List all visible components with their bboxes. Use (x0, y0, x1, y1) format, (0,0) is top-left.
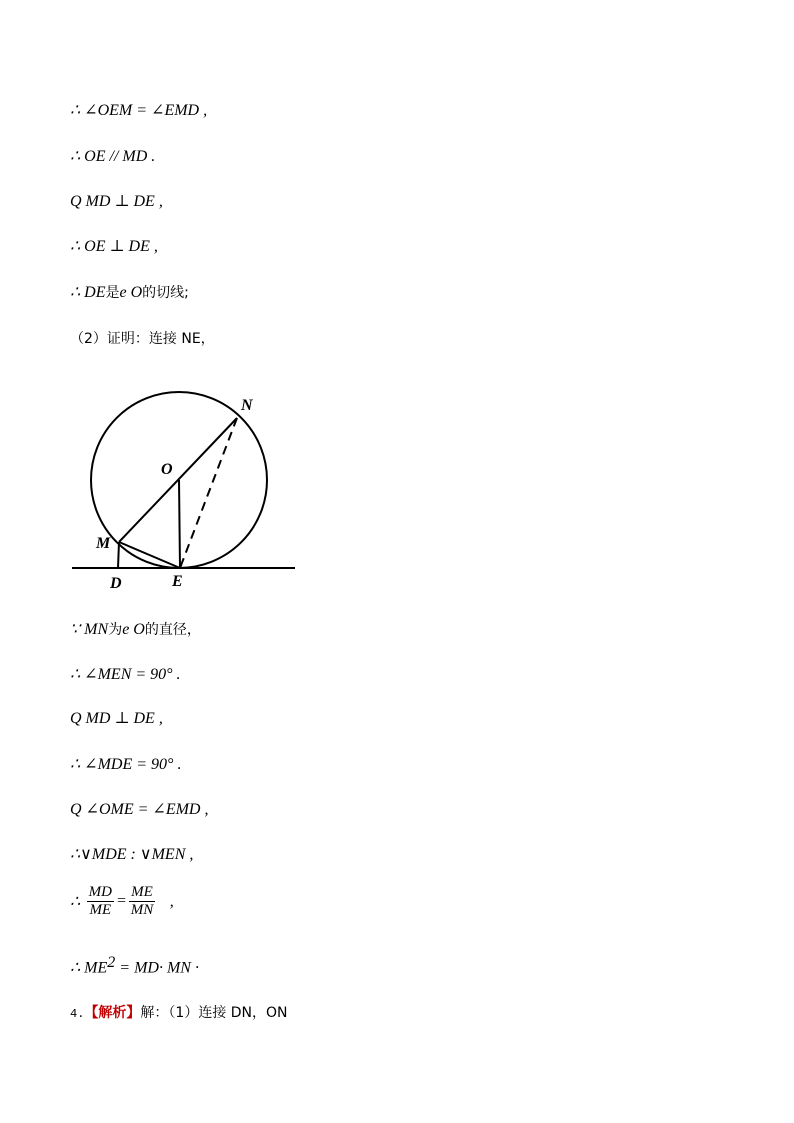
segment-md (118, 542, 119, 568)
part-2-heading: （2）证明：连接 NE， (70, 331, 215, 347)
label-m: M (96, 535, 111, 552)
proof-line-angle-men-90: ∴ ∠MEN = 90° . (70, 666, 181, 683)
segment-oe (179, 480, 180, 568)
proof-line-md-perp-de: Q MD ⊥ DE , (70, 193, 163, 210)
problem-4-heading: 4.【解析】解：（1）连接 DN，ON (70, 1005, 288, 1021)
proof-line-me-squared: ∴ $ME^2 = MD\cdot$ MN · (70, 954, 199, 977)
proof-line-oe-parallel-md: ∴ OE // MD . (70, 148, 156, 165)
proof-line-angle-oem-eq-emd: ∴ ∠OEM = ∠EMD , (70, 102, 208, 119)
diameter-mn (119, 418, 237, 542)
fraction-me-over-mn: $\frac{ME}{MN}$ (130, 884, 154, 918)
proof-line-similar-triangles: ∴∨MDE : ∨MEN , (70, 846, 194, 863)
proof-line-angle-mde-90: ∴ ∠MDE = 90° . (70, 756, 182, 773)
proof-line-angle-ome-eq-emd: Q ∠OME = ∠EMD , (70, 801, 209, 818)
fraction-md-over-me: $\frac{MD}{ME}$ (88, 884, 112, 918)
proof-line-md-perp-de-2: Q MD ⊥ DE , (70, 710, 163, 727)
proof-line-oe-perp-de: ∴ OE ⊥ DE , (70, 238, 158, 255)
label-n: N (241, 397, 253, 414)
proof-line-de-tangent: ∴ DE是e O的切线; (70, 284, 189, 301)
label-o: O (161, 461, 173, 478)
label-d: D (110, 575, 122, 592)
label-e: E (172, 573, 183, 590)
proof-line-ratio: ∴ $\frac{MD}{ME}$ = $\frac{ME}{MN}$ , (70, 884, 174, 918)
proof-line-mn-diameter: ∵ MN为e O的直径， (70, 621, 201, 638)
segment-me (119, 542, 180, 568)
dashed-segment-ne (180, 418, 237, 568)
geometry-figure (68, 388, 300, 594)
